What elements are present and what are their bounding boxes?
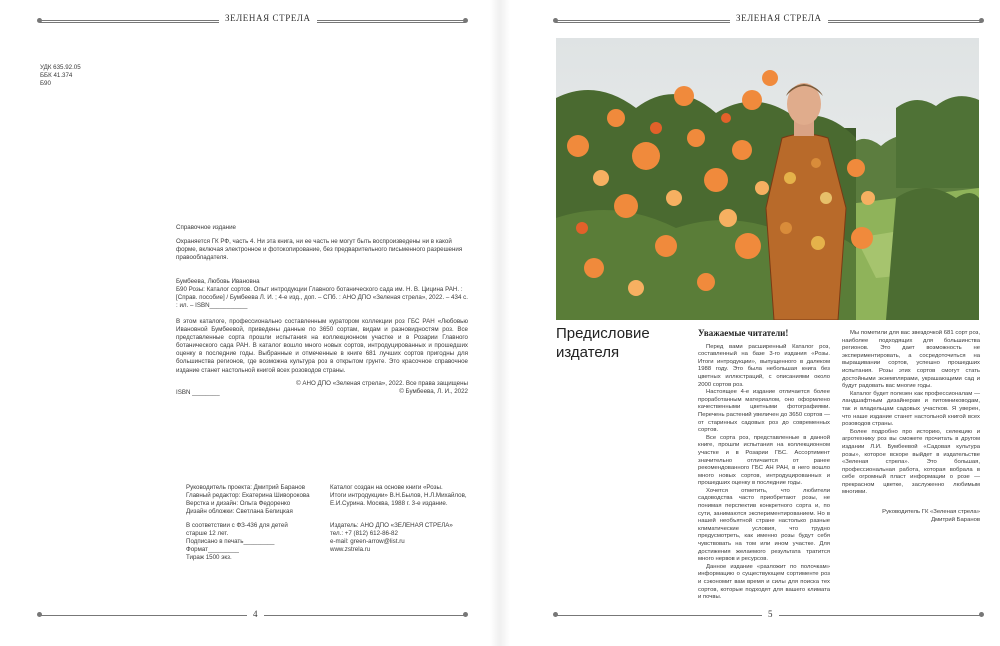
rose-garden-photo [556,38,979,320]
preface-paragraph: Хочется отметить, что любители садоводства часто приобретают розы, не понимая перспектив конкретного сорта и, по сути, занимаются экспериментированием. Но в нашей необъятной стране настолько разные климатические условия, что трудно предусмотреть, как именно розы будут себя чувствовать на том или ином участке. Для достижения желаемого результата тратится много нервов и ресурсов. [698,487,830,563]
preface-paragraph: Данное издание «разложит по полочкам» информацию о существующем сортименте роз и сэкономит вам время и силы для поиска тех сортов, которые подходят для вашего климата и почвы. [698,563,830,601]
preface-column-1 [698,330,830,602]
footer-ornament-right [979,612,984,617]
udk-line: УДК 635.92.05 [40,64,81,71]
preface-title: Предисловие издателя [556,325,650,361]
publisher-website: www.zstrela.ru [330,546,371,554]
greeting-heading: Уважаемые читатели! [698,328,789,338]
credit-line: Дизайн обложки: Светлана Белицкая [186,508,293,516]
signature-name: Дмитрий Баранов [931,516,980,523]
credit-line: Руководитель проекта: Дмитрий Баранов [186,484,306,491]
page-number: 4 [247,609,264,619]
page-number: 5 [762,609,779,619]
copyright-notice: Охраняется ГК РФ, часть 4. Ни эта книга, ни ее часть не могут быть воспроизведены ни в какой форме, включая электронное и фотокопирование, без предварительного письменного разрешения правообладателя. [176,238,463,262]
credit-line: Верстка и дизайн: Ольга Федоренко [186,500,291,508]
publisher-email: e-mail: green-arrow@list.ru [330,538,405,546]
publisher-line: Издатель: АНО ДПО «ЗЕЛЕНАЯ СТРЕЛА» [330,522,453,529]
print-info-line: Тираж 1500 экз. [186,554,232,562]
isbn-field: ISBN ________ [176,389,220,396]
print-info-line: Подписано в печать_________ [186,538,275,546]
rights-line-publisher: © АНО ДПО «Зеленая стрела», 2022. Все права защищены [296,380,468,387]
preface-paragraph: Каталог будет полезен как профессионалам — ландшафтным дизайнерам и питомниководам, так и владельцам садовых участков. Я уверен, что наше издание станет настольной книгой всех розоводов страны. [842,390,980,428]
preface-paragraph: Более подробно про историю, селекцию и агротехнику роз вы сможете прочитать в другом издании Л.И. Бумбеевой «Садовая культура розы», которое вскоре выйдет в издательстве «Зеленая стрела». Это большая, профессиональная работа, которая вобрала в себе огромный пласт информации о розе — прекрасном цветке, заслуженно любимым многими. [842,428,980,496]
preface-paragraph: Мы пометили для вас звездочкой 681 сорт роз, наиболее подходящих для большинства регионов. Это дает возможность не экспериментировать, а сосредоточиться на выращивании сортов, успешно прошедших испытания. Розы этих сортов смогут стать достойными экземплярами, украшающими сад и будут радовать вас многие годы. [842,330,980,390]
running-head: ЗЕЛЕНАЯ СТРЕЛА [219,13,317,23]
credit-line: Главный редактор: Екатерина Шиворокова [186,492,310,500]
bbk-line: ББК 41.374 [40,72,73,80]
header-ornament-right [979,18,984,23]
author-name: Бумбеева, Любовь Ивановна [176,278,260,285]
catalog-note-line: Каталог создан на основе книги «Розы. [330,484,443,491]
catalog-note-line: Е.И.Сурина. Москва, 1988 г. 3-е издание. [330,500,448,508]
header-ornament-left [553,18,558,23]
print-info-line: старше 12 лет. [186,530,229,538]
print-info-line: Формат_________ [186,546,239,554]
author-mark-line: Б90 [40,80,51,88]
preface-paragraph: Перед вами расширенный Каталог роз, составленный на базе 3-го издания «Розы. Итоги интродукции», выпущенного в далеком 1988 году. Это была небольшая книга без цветных иллюстраций, с описаниями около 2000 сортов роз. [698,343,830,388]
preface-paragraph: Все сорта роз, представленные в данной книге, прошли испытания на коллекционном участке и в Розарии ГБС. Ассортимент значительно отличается от ранее рекомендованного ГБС АН РАН, в него вошло много новых сортов, интродуцированных и прошедших оценку в последние годы. [698,434,830,487]
print-info-line: В соответствии с ФЗ-436 для детей [186,522,288,529]
rights-line-author: © Бумбеева, Л. И., 2022 [399,388,468,396]
running-head: ЗЕЛЕНАЯ СТРЕЛА [730,13,828,23]
preface-paragraph: Настоящее 4-е издание отличается более проработанным материалом, оно оформлено качественными цветными фотографиями. Перечень растений увеличен до 3650 сортов — от старинных садовых роз до современных сортов. [698,389,830,434]
preface-column-2 [842,330,980,524]
reference-label: Справочное издание [176,224,236,231]
catalog-note-line: Итоги интродукции» В.Н.Былов, Н.Л.Михайлов, [330,492,467,500]
bibliographic-entry: Б90 Розы: Каталог сортов. Опыт интродукции Главного ботанического сада им. Н. В. Цицина РАН. : [Справ. пособие] / Бумбеева Л. И. ; 4-е изд., доп. – СПб. : АНО ДПО «Зеленая стрела», 2022. – 434 с. : ил. – ISBN___________ [176,286,468,310]
footer-ornament-left [553,612,558,617]
abstract: В этом каталоге, профессионально составленным куратором коллекции роз ГБС РАН «Любовью Ивановной Бумбеевой, приведены данные по 3650 сортам, видам и разновидностям роз. Все представленные сорта прошли испытания на коллекционном участке и в Розарии Главного ботанического сада РАН. В каталог вошло много новых сортов, интродуцированных и прошедших оценку в последние годы. Выбранные и отмеченные в книге 681 лучших сортов пригодны для большинства регионов, где возможна культура роз в открытом грунте. Это красочное справочное издание станет настольной книгой всех розоводов страны. [176,318,468,374]
publisher-phone: тел.: +7 (812) 612-86-82 [330,530,398,538]
signature-role: Руководитель ГК «Зеленая стрела» [882,509,980,516]
